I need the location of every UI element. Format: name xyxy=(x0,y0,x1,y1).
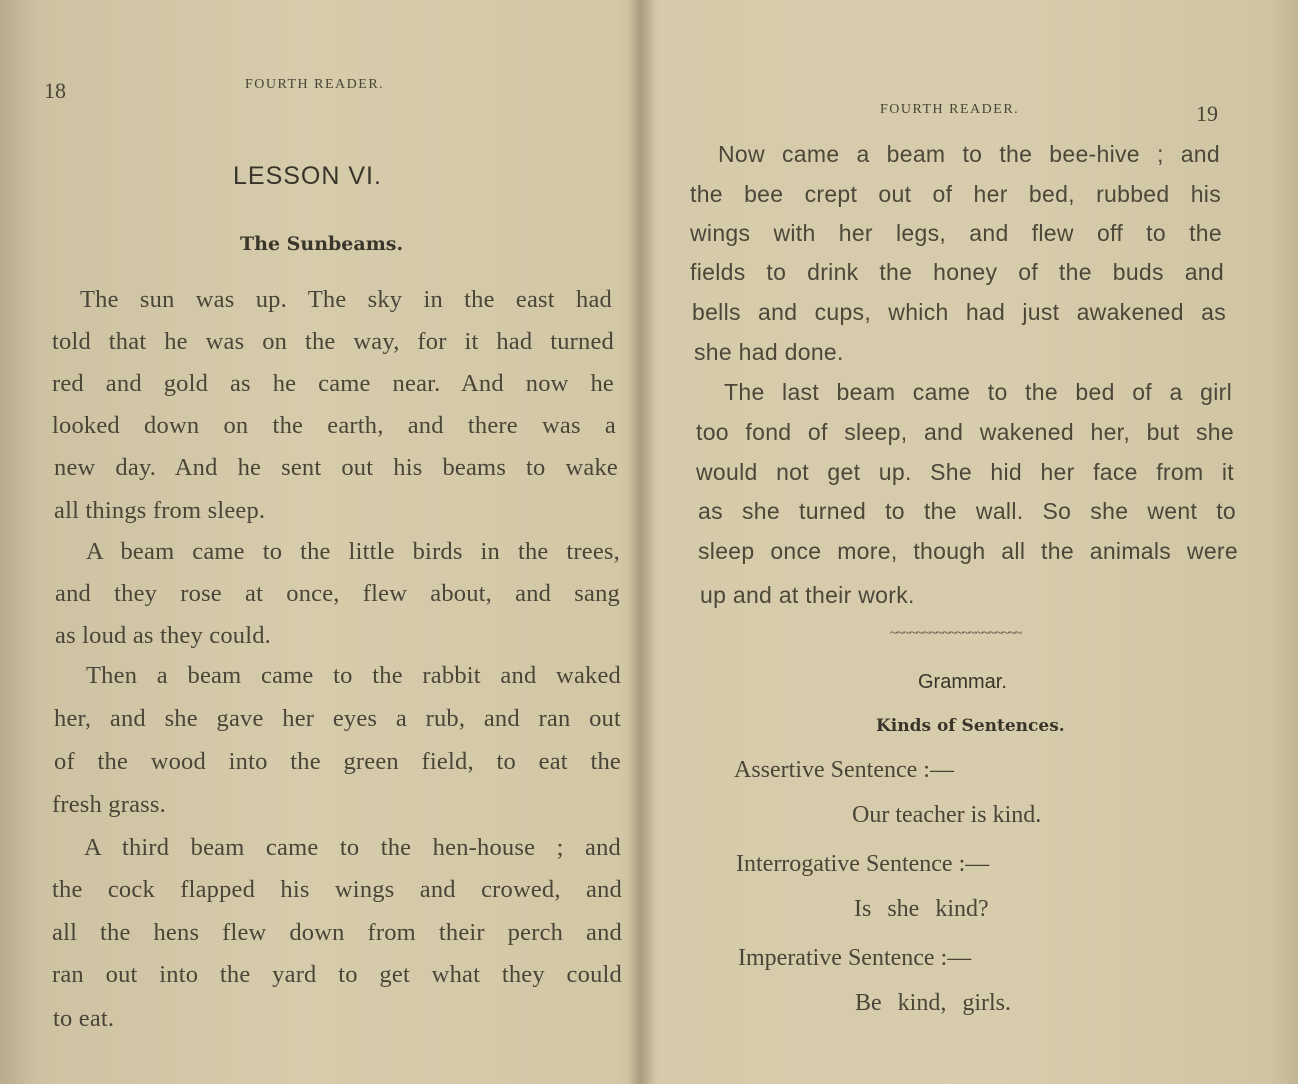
lesson-title: LESSON VI. xyxy=(233,162,382,190)
text-line: A beam came to the little birds in the trees, xyxy=(86,538,620,565)
text-line: Then a beam came to the rabbit and waked xyxy=(86,662,621,689)
text-line: her, and she gave her eyes a rub, and ran out xyxy=(54,705,621,732)
text-line: new day. And he sent out his beams to wake xyxy=(54,454,618,481)
grammar-title: Grammar. xyxy=(918,671,1007,693)
text-line: the cock flapped his wings and crowed, and xyxy=(52,876,622,903)
grammar-label: Imperative Sentence :— xyxy=(738,945,972,971)
text-line: of the wood into the green field, to eat the xyxy=(54,748,621,775)
text-line: bells and cups, which had just awakened as xyxy=(692,299,1226,325)
text-line: and they rose at once, flew about, and sang xyxy=(55,580,620,607)
text-line: all the hens flew down from their perch and xyxy=(52,919,622,946)
text-line: up and at their work. xyxy=(700,582,915,608)
text-line: Now came a beam to the bee-hive ; and xyxy=(718,141,1220,167)
text-line: red and gold as he came near. And now he xyxy=(52,370,614,397)
grammar-label: Assertive Sentence :— xyxy=(734,757,954,783)
text-line: The sun was up. The sky in the east had xyxy=(80,286,612,313)
text-line: the bee crept out of her bed, rubbed his xyxy=(690,181,1221,207)
text-line: too fond of sleep, and wakened her, but she xyxy=(696,419,1234,445)
text-line: as she turned to the wall. So she went to xyxy=(698,498,1236,524)
text-line: would not get up. She hid her face from it xyxy=(696,459,1234,485)
text-line: looked down on the earth, and there was a xyxy=(52,412,616,439)
text-line: to eat. xyxy=(53,1005,115,1032)
running-head-left: FOURTH READER. xyxy=(245,77,385,92)
divider-rule: ~~~~~~~~~~~~~~~~~~~~ xyxy=(890,626,1022,641)
running-head-right: FOURTH READER. xyxy=(880,102,1020,117)
right-page xyxy=(652,0,1298,1084)
text-line: fields to drink the honey of the buds and xyxy=(690,259,1224,285)
text-line: wings with her legs, and flew off to the xyxy=(690,220,1222,246)
text-line: ran out into the yard to get what they could xyxy=(52,961,622,988)
page-number-right: 19 xyxy=(1196,101,1218,126)
text-line: told that he was on the way, for it had turned xyxy=(52,328,614,355)
text-line: A third beam came to the hen-house ; and xyxy=(84,834,621,861)
text-line: sleep once more, though all the animals were xyxy=(698,538,1238,564)
text-line: all things from sleep. xyxy=(54,497,266,524)
left-page xyxy=(0,0,640,1084)
grammar-label: Interrogative Sentence :— xyxy=(736,851,990,877)
grammar-example: Is she kind? xyxy=(854,896,989,922)
text-line: fresh grass. xyxy=(52,791,166,818)
text-line: she had done. xyxy=(694,339,844,365)
grammar-example: Our teacher is kind. xyxy=(852,802,1042,828)
text-line: as loud as they could. xyxy=(55,622,272,649)
text-line: The last beam came to the bed of a girl xyxy=(724,379,1232,405)
story-title: The Sunbeams. xyxy=(240,233,404,255)
grammar-subtitle: Kinds of Sentences. xyxy=(876,716,1065,736)
page-number-left: 18 xyxy=(44,78,66,103)
grammar-example: Be kind, girls. xyxy=(855,990,1011,1016)
